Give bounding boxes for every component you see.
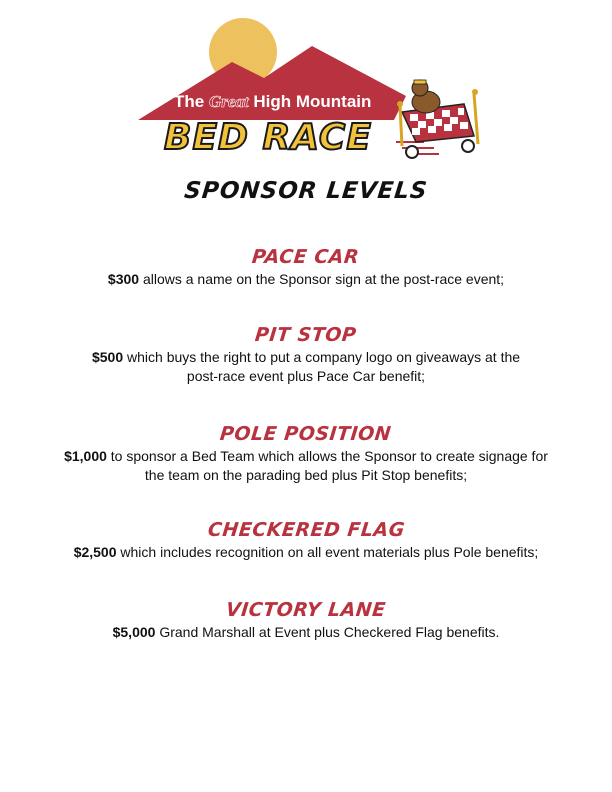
level-description: $1,000 to sponsor a Bed Team which allows the Sponsor to create signage for the team on the parading bed plus Pit Stop benefits; (64, 448, 548, 483)
level-name: PIT STOP (254, 324, 358, 346)
sponsor-level-pit-stop (40, 324, 572, 386)
level-name: CHECKERED FLAG (206, 519, 406, 541)
level-amount: $5,000 (112, 624, 156, 640)
level-description: $2,500 which includes recognition on all event materials plus Pole benefits; (73, 544, 539, 560)
level-name: POLE POSITION (219, 423, 393, 445)
logo-bed-race: BED RACE (164, 117, 372, 158)
sponsor-level-pace-car (40, 246, 572, 289)
level-amount: $2,500 (73, 544, 117, 560)
logo-great: Great (208, 92, 249, 111)
sponsor-level-checkered-flag (40, 519, 572, 562)
sponsor-level-pole-position (40, 423, 572, 485)
level-amount: $500 (91, 349, 124, 365)
level-amount: $1,000 (64, 448, 107, 464)
bed-race-logo (134, 14, 486, 164)
logo-high-mountain: High Mountain (253, 92, 372, 111)
level-name: PACE CAR (251, 246, 361, 268)
level-description: $5,000 Grand Marshall at Event plus Checkered Flag benefits. (112, 624, 500, 640)
level-description: $500 which buys the right to put a company logo on giveaways at the post-race event plus Pace Car benefit; (91, 349, 521, 384)
level-description: $300 allows a name on the Sponsor sign at the post-race event; (107, 271, 505, 287)
sponsor-level-victory-lane (40, 599, 572, 642)
page-title: SPONSOR LEVELS (183, 178, 429, 204)
svg-text:The Great High Mou (174, 92, 371, 111)
racing-bed-graphic (397, 80, 478, 158)
level-name: VICTORY LANE (224, 599, 388, 621)
level-amount: $300 (107, 271, 140, 287)
logo-the: The (174, 92, 205, 111)
